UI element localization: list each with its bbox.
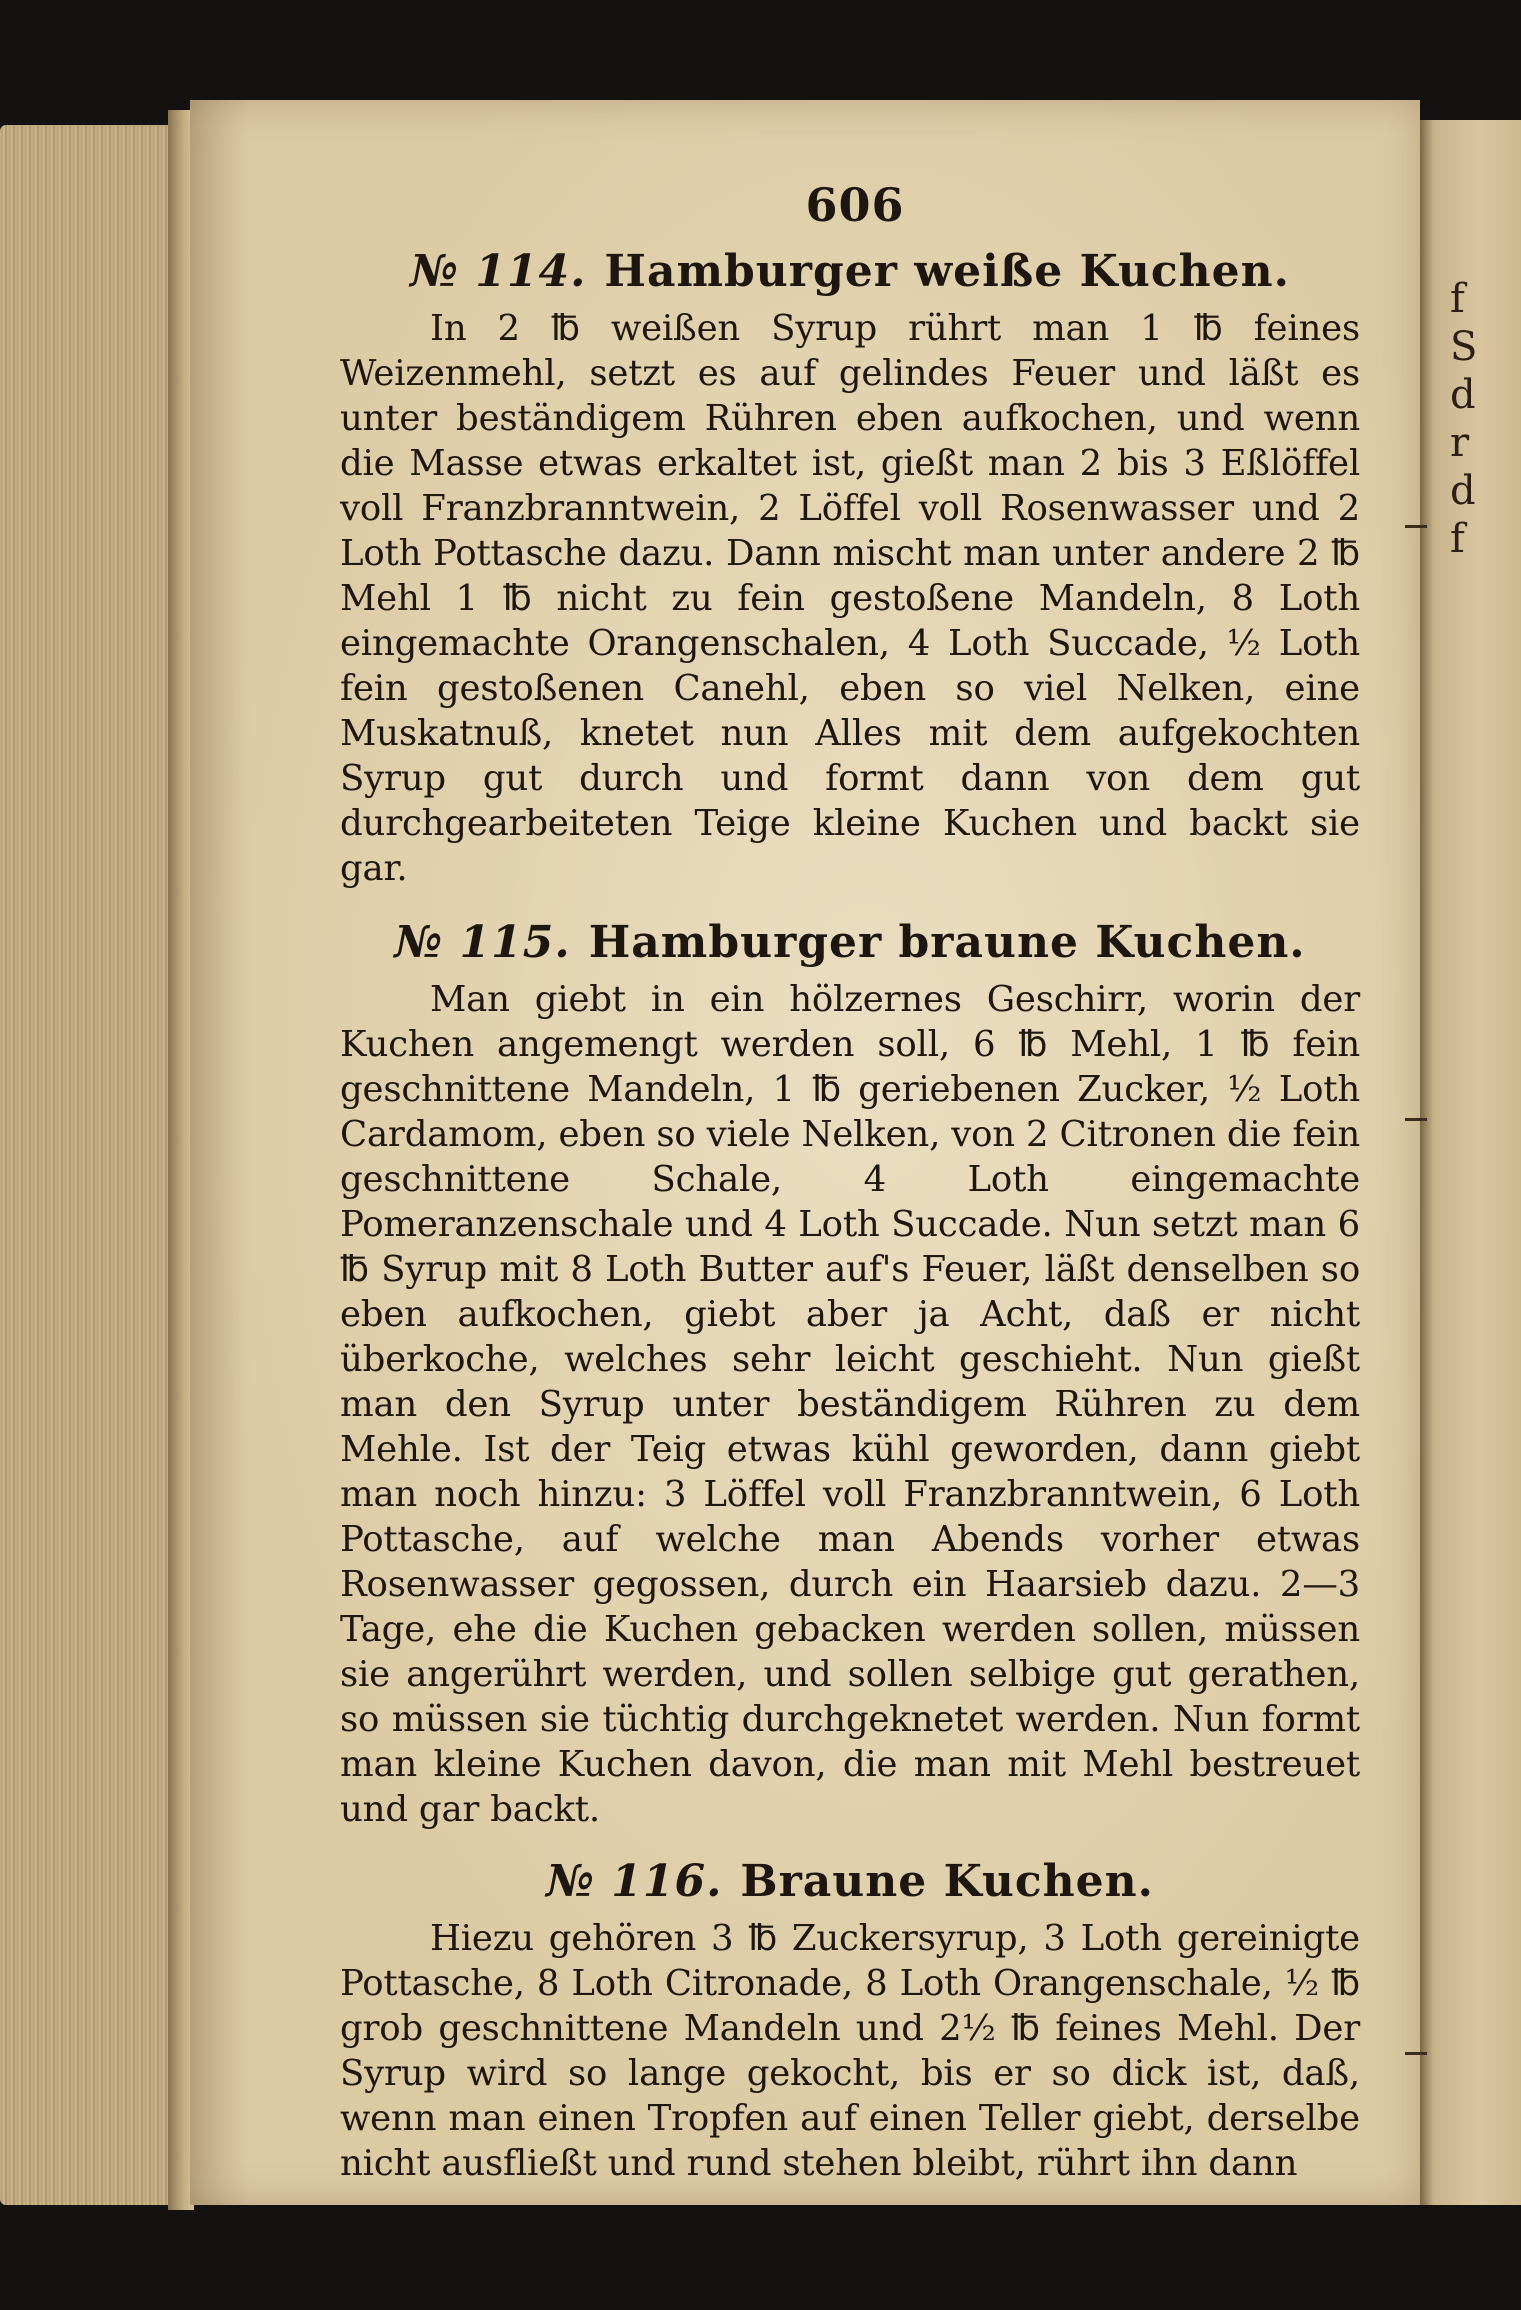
page-content (340, 170, 1360, 2186)
next-page-fragment: d (1450, 372, 1478, 418)
recipe-text: Man giebt in ein hölzernes Geschirr, worin der Kuchen angemengt werden soll, 6 ℔ Mehl, 1 ℔ fein geschnittene Mandeln, 1 ℔ geriebenen Zucker, ½ Loth Cardamom, eben so viele Nelken, von 2 Citronen die fein geschnittene Schale, 4 Loth eingemachte Pomeranzenschale und 4 Loth Succade. Nun setzt man 6 ℔ Syrup mit 8 Loth Butter auf's Feuer, läßt denselben so eben aufkochen, giebt aber ja Acht, daß er nicht überkoche, welches sehr leicht geschieht. Nun gießt man den Syrup unter beständigem Rühren zu dem Mehle. Ist der Teig etwas kühl geworden, dann giebt man noch hinzu: 3 Löffel voll Franzbranntwein, 6 Loth Pottasche, auf welche man Abends vorher etwas Rosenwasser gegossen, durch ein Haarsieb dazu. 2—3 Tage, ehe die Kuchen gebacken werden sollen, müssen sie angerührt werden, und sollen selbige gut gerathen, so müssen sie tüchtig durchgeknetet werden. Nun formt man kleine Kuchen davon, die man mit Mehl bestreuet und gar backt. (340, 979, 1360, 1830)
next-page-fragment: r (1450, 420, 1472, 466)
recipe-title (340, 911, 1360, 977)
next-page-fragment: S (1450, 324, 1480, 370)
recipe-number: № 114. (410, 246, 587, 297)
page-edge-mark (1405, 1118, 1427, 1121)
recipe-heading: Hamburger braune Kuchen. (588, 917, 1306, 968)
recipe-number: № 116. (546, 1856, 723, 1907)
recipe-title (340, 1850, 1360, 1916)
next-page-fragment: f (1450, 516, 1467, 562)
next-page-fragment: f (1450, 276, 1467, 322)
next-page-text-fragments (1450, 275, 1520, 563)
page-edge-mark (1405, 525, 1427, 528)
recipe-heading: Hamburger weiße Kuchen. (604, 246, 1290, 297)
next-page-fragment: d (1450, 468, 1478, 514)
recipe-number: № 115. (394, 917, 571, 968)
page-number: 606 (805, 178, 905, 232)
recipe-heading: Braune Kuchen. (740, 1856, 1154, 1907)
recipe-title (340, 240, 1360, 306)
page-edges-left (0, 125, 175, 2205)
recipe-text: Hiezu gehören 3 ℔ Zuckersyrup, 3 Loth gereinigte Pottasche, 8 Loth Citronade, 8 Loth Orangenschale, ½ ℔ grob geschnittene Mandeln und 2½ ℔ feines Mehl. Der Syrup wird so lange gekocht, bis er so dick ist, daß, wenn man einen Tropfen auf einen Teller giebt, derselbe nicht ausfließt und rund stehen bleibt, rührt ihn dann (340, 1918, 1360, 2184)
next-page-edge (1420, 120, 1521, 2205)
page-edge-mark (1405, 2052, 1427, 2055)
recipe-text: In 2 ℔ weißen Syrup rührt man 1 ℔ feines Weizenmehl, setzt es auf gelindes Feuer und läßt es unter beständigem Rühren eben aufkochen, und wenn die Masse etwas erkaltet ist, gießt man 2 bis 3 Eßlöffel voll Franzbranntwein, 2 Löffel voll Rosenwasser und 2 Loth Pottasche dazu. Dann mischt man unter andere 2 ℔ Mehl 1 ℔ nicht zu fein gestoßene Mandeln, 8 Loth eingemachte Orangenschalen, 4 Loth Succade, ½ Loth fein gestoßenen Canehl, eben so viel Nelken, eine Muskatnuß, knetet nun Alles mit dem aufgekochten Syrup gut durch und formt dann von dem gut durchgearbeiteten Teige kleine Kuchen und backt sie gar. (340, 308, 1360, 889)
